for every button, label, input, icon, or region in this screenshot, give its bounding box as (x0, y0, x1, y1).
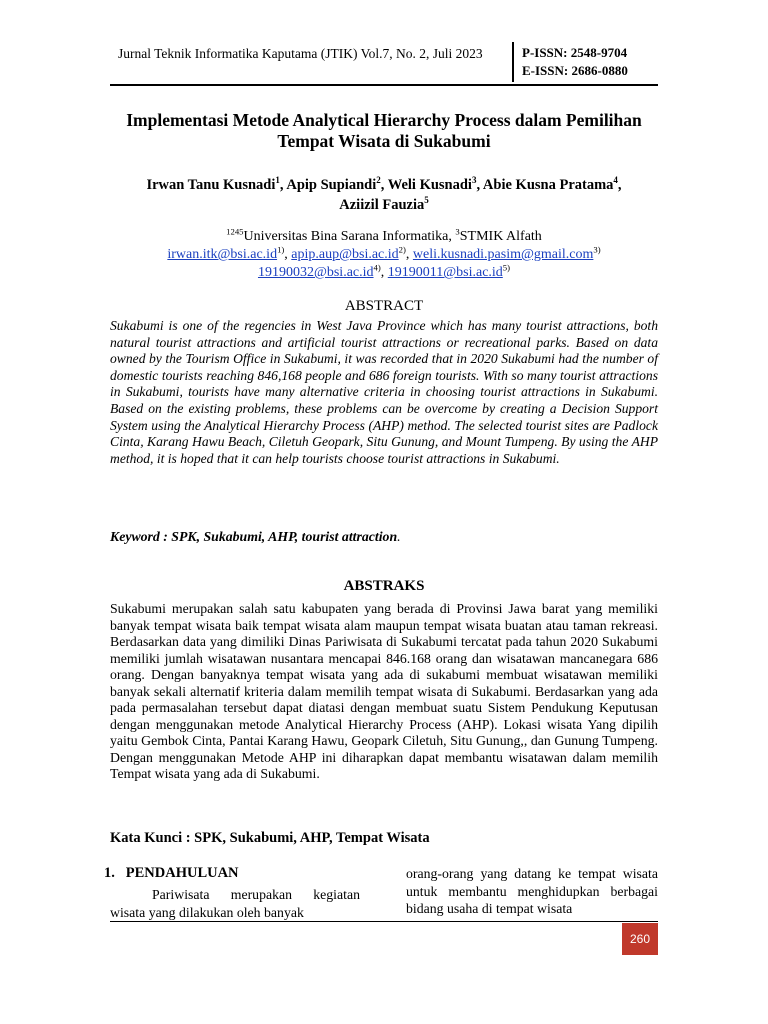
keyword-line (110, 529, 401, 545)
affil-institution: Universitas Bina Sarana Informatika, (243, 229, 456, 244)
journal-header: Jurnal Teknik Informatika Kaputama (JTIK) Vol.7, No. 2, Juli 2023 (118, 46, 483, 61)
e-issn: E-ISSN: 2686-0880 (522, 63, 628, 78)
author-sup: 1 (275, 175, 280, 186)
author-name: Aziizil Fauzia (339, 197, 425, 213)
p-issn: P-ISSN: 2548-9704 (522, 45, 628, 60)
abstraks-text: Sukabumi merupakan salah satu kabupaten yang berada di Provinsi Jawa barat yang memiliki banyak tempat wisata baik tempat wisata alam maupun tempat wisata buatan atau taman rekreasi. Berdasarkan data yang dimiliki Dinas Pariwisata di Sukabumi tercatat pada tahun 2020 Sukabumi memiliki jumlah wisatawan nusantara mencapai 846.168 orang dan wisatawan mancanegara 686 orang. Dengan banyaknya tempat wisata yang ada di sukabumi membuat wisatawan memiliki banyak sekali alternatif kriteria dalam memilih tempat wisata di Sukabumi. Berdasarkan yang ada pada permasalahan tersebut dapat diatasi dengan membuat suatu Sistem Pendukung Keputusan dengan menggunakan metode Analytical Hierarchy Process (AHP). Lokasi wisata Yang dipilih yaitu Gembok Cinta, Pantai Karang Hawu, Geopark Ciletuh, Situ Gunung,, dan Gunung Tumpeng. Dengan menggunakan Metode AHP ini diharapkan dapat membantu wisatawan dalam memilih Tempat wisata yang ada di Sukabumi. (110, 601, 658, 782)
header-separator (512, 42, 514, 82)
email-link[interactable]: irwan.itk@bsi.ac.id (167, 247, 278, 262)
email-link[interactable]: weli.kusnadi.pasim@gmail.com (412, 247, 594, 262)
footer-rule (110, 921, 658, 922)
kata-kunci: Kata Kunci : SPK, Sukabumi, AHP, Tempat Wisata (110, 830, 430, 846)
affil-sup: 3 (455, 226, 460, 237)
email-sup: 4) (373, 262, 381, 273)
affiliation (100, 228, 668, 246)
author-sup: 2 (376, 175, 381, 186)
author-sup: 3 (471, 175, 477, 186)
keyword-text: Keyword : SPK, Sukabumi, AHP, tourist attraction (110, 529, 398, 544)
left-column-text: Pariwisata merupakan kegiatan wisata yang dilakukan oleh banyak (110, 887, 360, 920)
affil-institution: STMIK Alfath (459, 229, 542, 244)
author-name: Apip Supiandi (286, 177, 377, 193)
affil-sup: 1245 (226, 226, 244, 237)
keyword-end: . (397, 529, 401, 544)
right-column-text: orang-orang yang datang ke tempat wisata untuk membantu menghidupkan berbagai bidang usaha di tempat wisata (406, 866, 658, 916)
author-sup: 4 (613, 175, 618, 186)
abstract-text: Sukabumi is one of the regencies in West Java Province which has many tourist attractions, both natural tourist attractions and artificial tourist attractions or recreational parks. Based on data owned by the Tourism Office in Sukabumi, it was recorded that in 2020 Sukabumi had the number of domestic tourists reaching 846,168 people and 686 foreign tourists. With so many tourist attractions in Sukabumi, tourists have many alternative criteria in choosing tourist attractions in Sukabumi. Based on the existing problems, these problems can be overcome by creating a Decision Support System using the Analytical Hierarchy Process (AHP) method. The selected tourist sites are Padlock Cinta, Karang Hawu Beach, Ciletuh Geopark, Situ Gunung, and Mount Tumpeng. By using the AHP method, it is hoped that it can help tourists choose tourist attractions in Sukabumi. (110, 318, 658, 466)
author-name: Abie Kusna Pratama (482, 177, 614, 193)
email-sup: 2) (398, 244, 406, 255)
author-list: Irwan Tanu Kusnadi$^1$, Apip Supiandi$^2$, Weli Kusnadi$^3$, Abie Kusna Pratama$^4$, Aziizil Fauzia$^5$ (146, 175, 622, 213)
email-sup: 1) (277, 244, 285, 255)
author-name: Irwan Tanu Kusnadi (146, 177, 276, 193)
email-list: $irwan.itk@bsi.ac.id^{1)}$, $apip.aup@bsi.ac.id^{2)}$, weli.kusnadi.pasim@gmail.com$^{3)}$ $19190032@bsi.ac.id^{4)}$, $19190011@bsi.ac.id^{5)}$ (167, 244, 601, 280)
email-link[interactable]: 19190032@bsi.ac.id (257, 265, 374, 280)
author-sup: 5 (424, 195, 429, 206)
author-name: Weli Kusnadi (387, 177, 472, 193)
abstraks-heading: ABSTRAKS (343, 578, 425, 594)
paper-title: Implementasi Metode Analytical Hierarchy Process dalam Pemilihan Tempat Wisata di Sukabumi (126, 110, 642, 151)
email-link[interactable]: 19190011@bsi.ac.id (387, 265, 503, 280)
issn-block (522, 44, 628, 80)
header-rule (110, 84, 658, 86)
section-heading: 1. PENDAHULUAN (104, 865, 239, 881)
email-sup: 3) (593, 244, 601, 255)
email-sup: 5) (502, 262, 511, 273)
page-number: 260 (622, 923, 658, 955)
email-link[interactable]: apip.aup@bsi.ac.id (291, 247, 399, 262)
abstract-heading: ABSTRACT (344, 298, 424, 314)
